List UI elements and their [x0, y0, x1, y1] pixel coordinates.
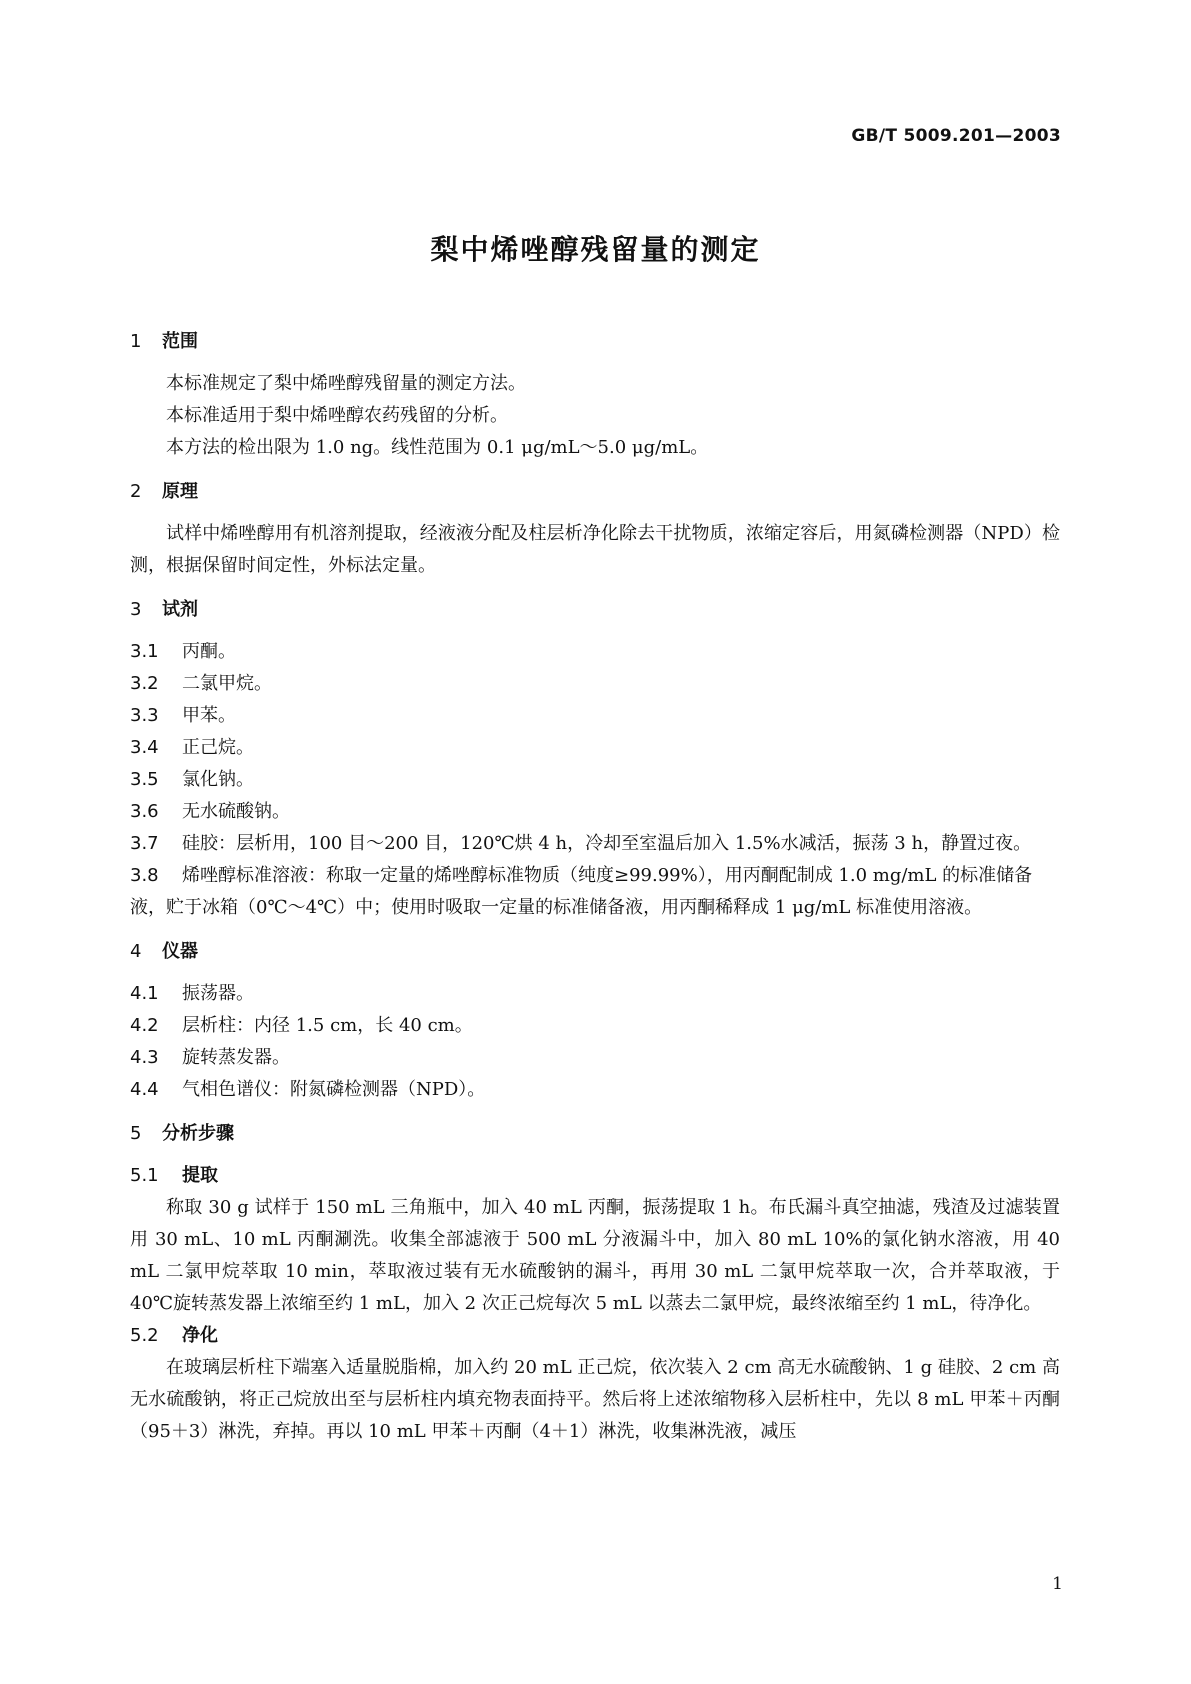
list-item: 3.2 二氯甲烷。: [130, 673, 272, 694]
section-heading-5: 5 分析步骤: [130, 1123, 234, 1144]
section-heading-2: 2 原理: [130, 481, 198, 502]
list-item: 3.5 氯化钠。: [130, 769, 254, 790]
list-item: 4.2 层析柱：内径 1.5 cm，长 40 cm。: [130, 1015, 473, 1036]
section-heading-3: 3 试剂: [130, 599, 198, 620]
standard-number: GB/T 5009.201—2003: [851, 126, 1061, 146]
paragraph: 称取 30 g 试样于 150 mL 三角瓶中，加入 40 mL 丙酮，振荡提取 1 h。布氏漏斗真空抽滤，残渣及过滤装置用 30 mL、10 mL 丙酮涮洗。收集全部滤液于 500 mL 分液漏斗中，加入 80 mL 10%的氯化钠水溶液，用 40 mL 二氯甲烷萃取 10 min，萃取液过装有无水硫酸钠的漏斗，再用 30 mL 二氯甲烷萃取一次，合并萃取液，于 40℃旋转蒸发器上浓缩至约 1 mL，加入 2 次正己烷每次 5 mL 以蒸去二氯甲烷，最终浓缩至约 1 mL，待净化。: [130, 1197, 1060, 1314]
document-body: [130, 326, 1060, 1448]
list-item: 4.4 气相色谱仪：附氮磷检测器（NPD）。: [130, 1079, 486, 1100]
list-item: 3.1 丙酮。: [130, 641, 236, 662]
subsection-heading-5-1: 5.1 提取: [130, 1165, 218, 1186]
subsection-heading-5-2: 5.2 净化: [130, 1325, 218, 1346]
list-item: 3.6 无水硫酸钠。: [130, 801, 290, 822]
section-heading-1: 1 范围: [130, 331, 198, 352]
list-item: 4.3 旋转蒸发器。: [130, 1047, 290, 1068]
paragraph: 本标准适用于梨中烯唑醇农药残留的分析。: [166, 405, 508, 426]
section-heading-4: 4 仪器: [130, 941, 198, 962]
list-item: 4.1 振荡器。: [130, 983, 254, 1004]
paragraph: 本标准规定了梨中烯唑醇残留量的测定方法。: [166, 373, 526, 394]
list-item: 3.7 硅胶：层析用，100 目～200 目，120℃烘 4 h，冷却至室温后加入 1.5%水减活，振荡 3 h，静置过夜。: [130, 833, 1032, 854]
paragraph: 试样中烯唑醇用有机溶剂提取，经液液分配及柱层析净化除去干扰物质，浓缩定容后，用氮磷检测器（NPD）检测，根据保留时间定性，外标法定量。: [130, 523, 1060, 576]
list-item: 3.4 正己烷。: [130, 737, 254, 758]
paragraph: 本方法的检出限为 1.0 ng。线性范围为 0.1 μg/mL～5.0 μg/mL。: [166, 437, 709, 458]
list-item: 3.8 烯唑醇标准溶液：称取一定量的烯唑醇标准物质（纯度≥99.99%），用丙酮配制成 1.0 mg/mL 的标准储备液，贮于冰箱（0℃～4℃）中；使用时吸取一定量的标准储备液，用丙酮稀释成 1 μg/mL 标准使用溶液。: [130, 865, 1033, 918]
list-item: 3.3 甲苯。: [130, 705, 236, 726]
paragraph: 在玻璃层析柱下端塞入适量脱脂棉，加入约 20 mL 正己烷，依次装入 2 cm 高无水硫酸钠、1 g 硅胶、2 cm 高无水硫酸钠，将正己烷放出至与层析柱内填充物表面持平。然后将上述浓缩物移入层析柱中，先以 8 mL 甲苯＋丙酮（95＋3）淋洗，弃掉。再以 10 mL 甲苯＋丙酮（4＋1）淋洗，收集淋洗液，减压: [130, 1357, 1060, 1442]
document-title: 梨中烯唑醇残留量的测定: [430, 233, 761, 266]
page-number: 1: [1052, 1574, 1063, 1594]
